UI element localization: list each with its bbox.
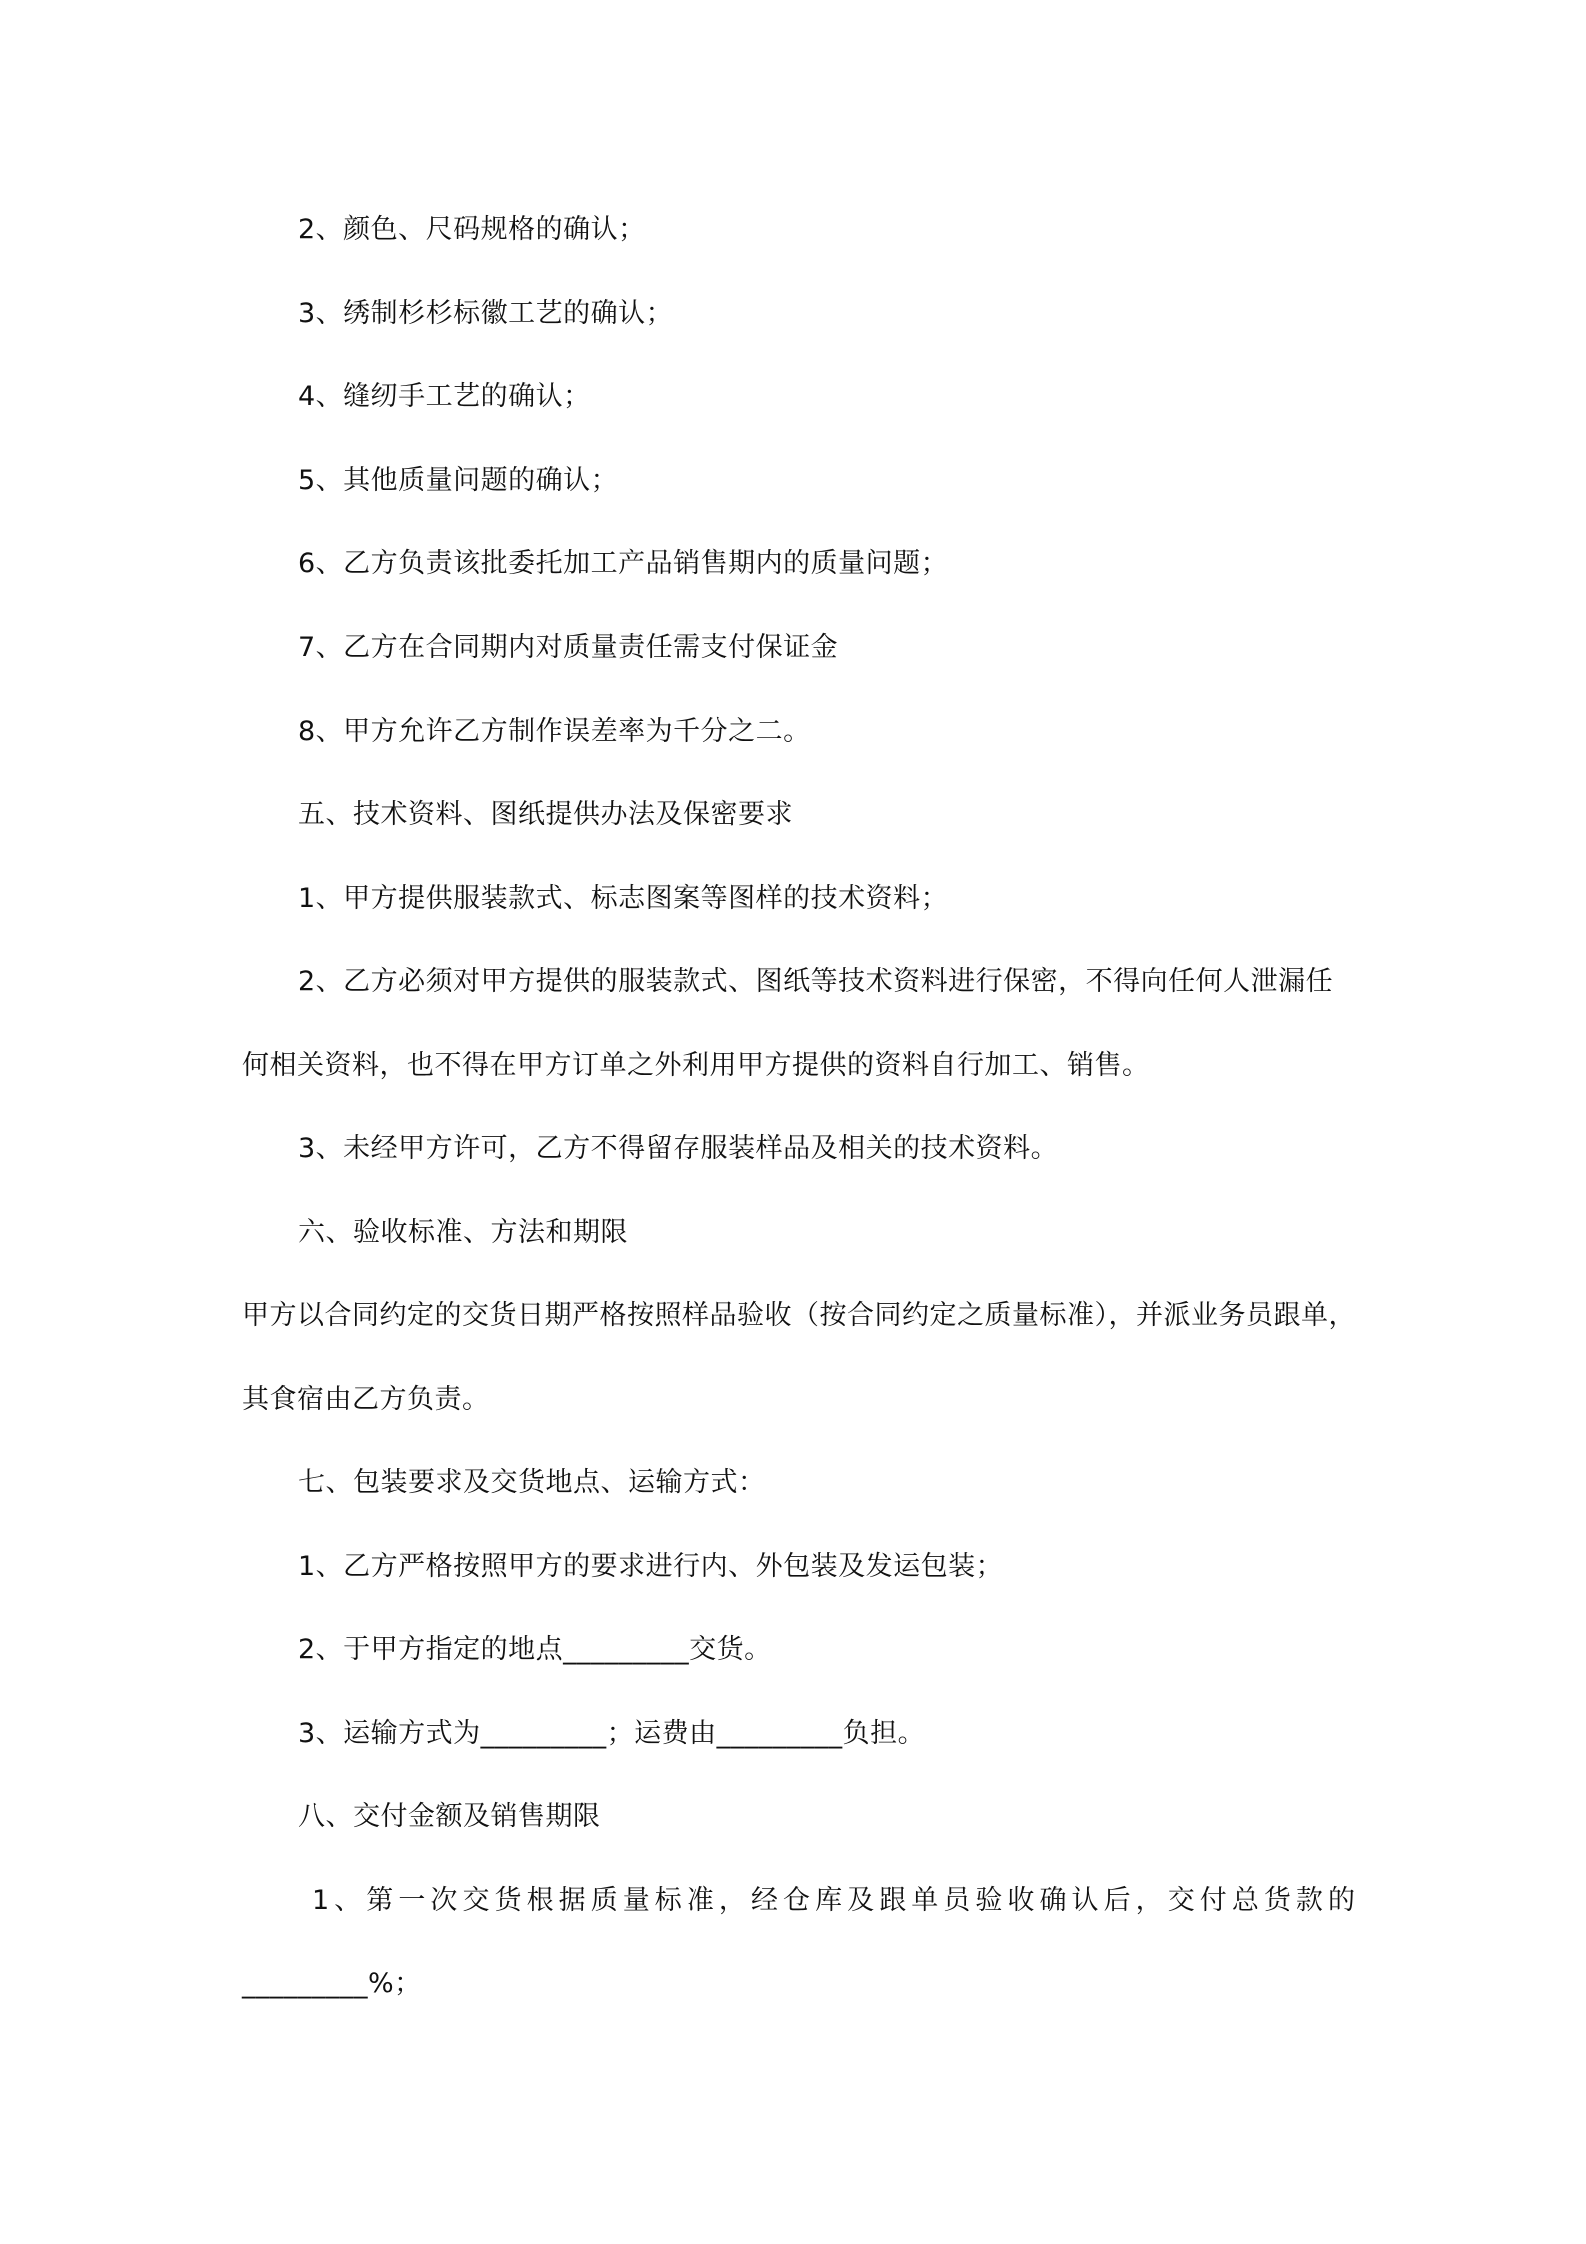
- section-5-clause-1: 1、甲方提供服装款式、标志图案等图样的技术资料；: [298, 883, 949, 914]
- section-8-heading: 八、交付金额及销售期限: [298, 1801, 601, 1832]
- section-6-body-line-2: 其食宿由乙方负责。: [242, 1384, 490, 1415]
- section-7-heading: 七、包装要求及交货地点、运输方式：: [298, 1467, 766, 1498]
- section-7-clause-3: 3、运输方式为_________；运费由_________负担。: [298, 1718, 926, 1749]
- clause-3-embroidery: 3、绣制杉杉标徽工艺的确认；: [298, 298, 674, 329]
- section-5-heading: 五、技术资料、图纸提供办法及保密要求: [298, 799, 793, 830]
- clause-2-color-size: 2、颜色、尺码规格的确认；: [298, 214, 646, 245]
- clause-4-sewing: 4、缝纫手工艺的确认；: [298, 381, 591, 412]
- clause-7-deposit: 7、乙方在合同期内对质量责任需支付保证金: [298, 632, 839, 663]
- section-8-clause-1-line-1: 1、第一次交货根据质量标准，经仓库及跟单员验收确认后，交付总货款的: [312, 1885, 1355, 1916]
- section-6-body-line-1: 甲方以合同约定的交货日期严格按照样品验收（按合同约定之质量标准），并派业务员跟单，: [242, 1300, 1356, 1331]
- clause-6-quality-responsibility: 6、乙方负责该批委托加工产品销售期内的质量问题；: [298, 548, 949, 579]
- section-5-clause-3: 3、未经甲方许可，乙方不得留存服装样品及相关的技术资料。: [298, 1133, 1059, 1164]
- section-8-clause-1-line-2: _________%；: [242, 1968, 422, 1999]
- section-7-clause-2: 2、于甲方指定的地点_________交货。: [298, 1634, 772, 1665]
- clause-5-other-quality: 5、其他质量问题的确认；: [298, 465, 619, 496]
- section-7-clause-1: 1、乙方严格按照甲方的要求进行内、外包装及发运包装；: [298, 1551, 1004, 1582]
- clause-8-error-rate: 8、甲方允许乙方制作误差率为千分之二。: [298, 716, 811, 747]
- section-6-heading: 六、验收标准、方法和期限: [298, 1217, 628, 1248]
- section-5-clause-2-line-2: 何相关资料，也不得在甲方订单之外利用甲方提供的资料自行加工、销售。: [242, 1050, 1150, 1081]
- section-5-clause-2-line-1: 2、乙方必须对甲方提供的服装款式、图纸等技术资料进行保密，不得向任何人泄漏任: [298, 966, 1334, 997]
